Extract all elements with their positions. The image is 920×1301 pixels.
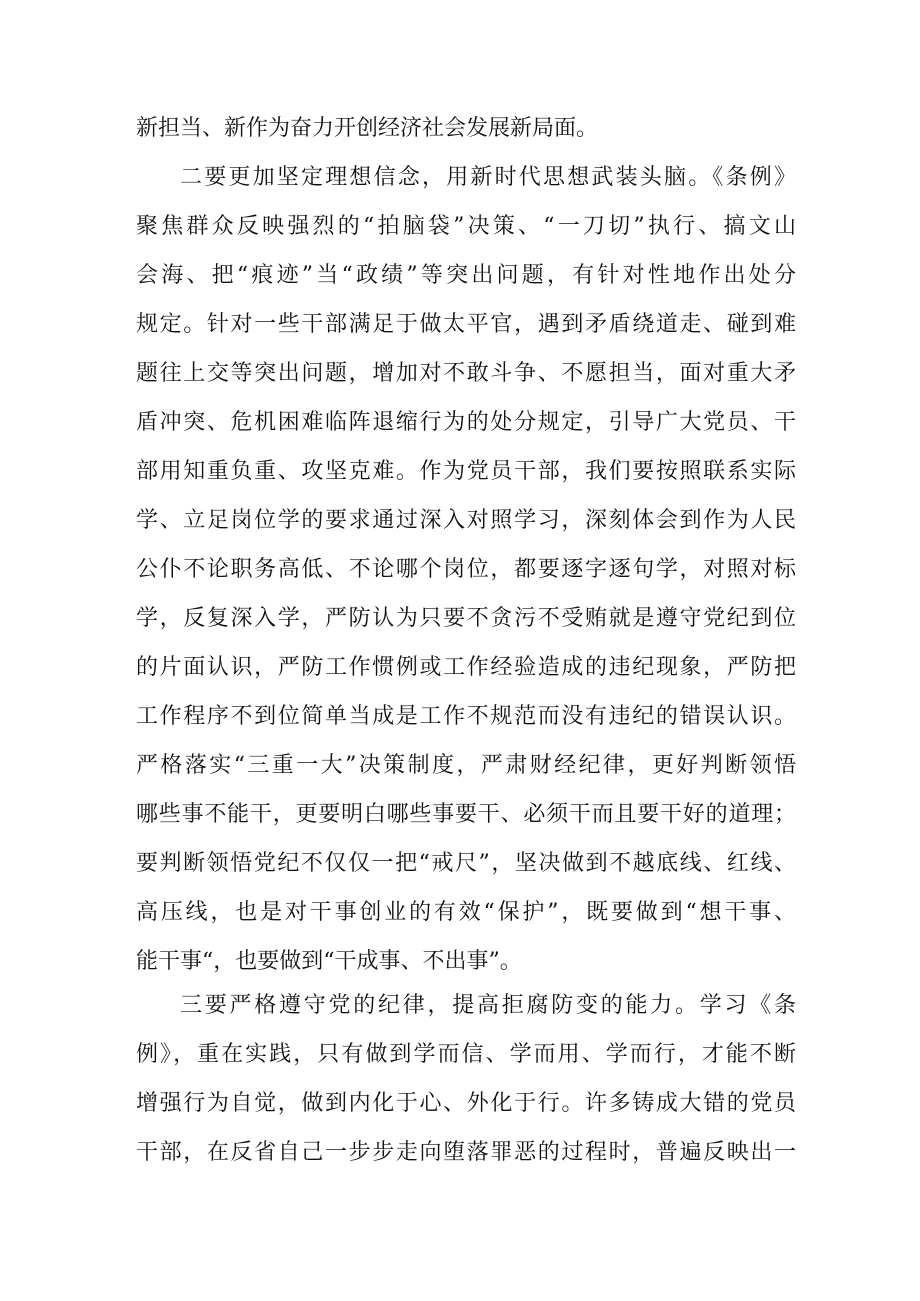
paragraph-continuation (136, 104, 796, 153)
text-line: 规定。针对一些干部满足于做太平官，遇到矛盾绕道走、碰到难 (136, 312, 796, 337)
text-line: 能干事“，也要做到“干成事、不出事”。 (136, 949, 522, 974)
text-line: 部用知重负重、攻坚克难。作为党员干部，我们要按照联系实际 (136, 459, 796, 484)
text-line: 会海、把“痕迹”当“政绩”等突出问题，有针对性地作出处分 (136, 263, 796, 288)
text-line: 公仆不论职务高低、不论哪个岗位，都要逐字逐句学，对照对标 (136, 557, 796, 582)
text-line: 严格落实“三重一大”决策制度，严肃财经纪律，更好判断领悟 (136, 753, 796, 778)
text-line: 二要更加坚定理想信念，用新时代思想武装头脑。《条例》 (180, 165, 796, 190)
text-line: 学、立足岗位学的要求通过深入对照学习，深刻体会到作为人民 (136, 508, 796, 533)
text-line: 哪些事不能干，更要明白哪些事要干、必须干而且要干好的道理； (136, 802, 796, 827)
text-line: 例》，重在实践，只有做到学而信、学而用、学而行，才能不断 (136, 1042, 796, 1067)
text-line: 三要严格遵守党的纪律，提高拒腐防变的能力。学习《条 (180, 993, 796, 1018)
text-line: 盾冲突、危机困难临阵退缩行为的处分规定，引导广大党员、干 (136, 410, 796, 435)
text-line: 要判断领悟党纪不仅仅一把“戒尺”，坚决做到不越底线、红线、 (136, 851, 796, 876)
text-line: 学，反复深入学，严防认为只要不贪污不受贿就是遵守党纪到位 (136, 606, 796, 631)
text-line: 的片面认识，严防工作惯例或工作经验造成的违纪现象，严防把 (136, 655, 796, 680)
text-line: 题往上交等突出问题，增加对不敢斗争、不愿担当，面对重大矛 (136, 361, 796, 386)
paragraph-point-two (136, 153, 796, 986)
text-line: 工作程序不到位简单当成是工作不规范而没有违纪的错误认识。 (136, 704, 796, 729)
text-line: 增强行为自觉，做到内化于心、外化于行。许多铸成大错的党员 (136, 1091, 796, 1116)
text-line: 新担当、新作为奋力开创经济社会发展新局面。 (136, 116, 599, 141)
text-line: 高压线，也是对干事创业的有效“保护”，既要做到“想干事、 (136, 900, 796, 925)
text-line: 聚焦群众反映强烈的“拍脑袋”决策、“一刀切”执行、搞文山 (136, 214, 796, 239)
paragraph-point-three (136, 981, 796, 1177)
text-line: 干部，在反省自己一步步走向堕落罪恶的过程时，普遍反映出一 (136, 1140, 796, 1165)
